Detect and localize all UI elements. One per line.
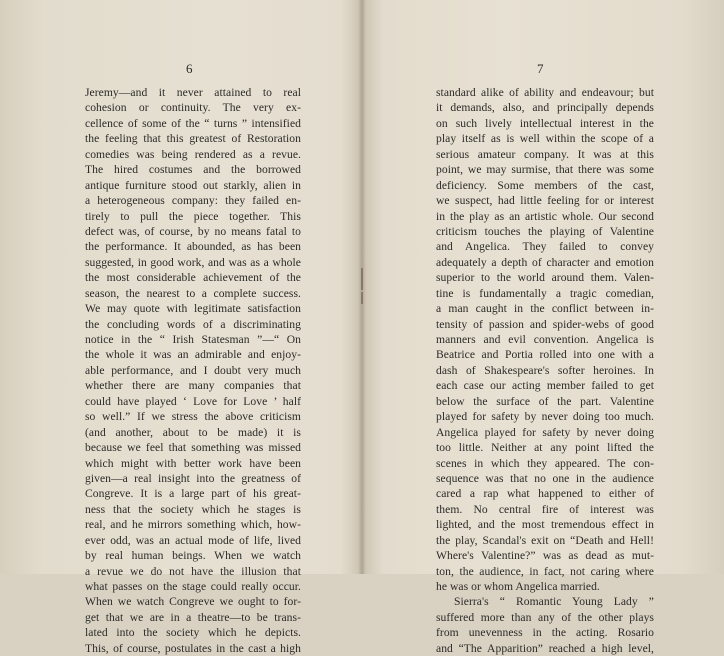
text-line: We may quote with legitimate satisfaction: [85, 302, 301, 316]
text-line: because we feel that something was missed: [85, 441, 301, 455]
text-line: and “The Apparition” reached a high level,: [436, 641, 654, 655]
text-line: adequately a depth of character and emotion: [436, 255, 654, 269]
right-page: [364, 0, 724, 655]
text-line: he was or whom Angelica married.: [436, 580, 600, 593]
text-line: scenes in which they appeared. The con-: [436, 456, 654, 470]
text-line: cared a rap what happened to either of: [436, 487, 654, 501]
text-line: tirely to pull the piece together. This: [85, 209, 301, 223]
text-line: a man caught in the conflict between in-: [436, 302, 654, 316]
text-line: Where's Valentine?” was as dead as mut-: [436, 549, 654, 563]
text-line: Angelica played for safety by never doing: [436, 425, 654, 439]
text-line: deficiency. Some members of the cast,: [436, 178, 654, 192]
text-line: Congreve. It is a large part of his great-: [85, 487, 301, 501]
text-line: The hired costumes and the borrowed: [85, 163, 301, 177]
text-line: played for safety by never doing too much.: [436, 410, 654, 424]
text-line: dash of Shakespeare's softer heroines. In: [436, 363, 654, 377]
text-line: point, we may surmise, that there was some: [436, 163, 654, 177]
text-line: by real human beings. When we watch: [85, 549, 301, 563]
text-line: able performance, and I doubt very much: [85, 363, 301, 377]
text-line: what passes on the stage could really occur.: [85, 580, 301, 593]
text-line: the whole it was an admirable and enjoy-: [85, 348, 301, 362]
text-line: it demands, also, and principally depends: [436, 101, 654, 115]
page-number: 6: [186, 61, 193, 76]
binding-stitch: [361, 268, 363, 290]
text-line: which might with better work have been: [85, 456, 301, 470]
text-line: tensity of passion and spider-webs of good: [436, 317, 654, 331]
text-line: a revue we do not have the illusion that: [85, 564, 301, 578]
text-line: too little. Neither at any point lifted the: [436, 441, 654, 455]
text-line: cohesion or continuity. The very ex-: [85, 101, 301, 115]
text-line: given—a real insight into the greatness of: [85, 471, 301, 485]
text-line: comedies was being rendered as a revue.: [85, 147, 301, 161]
text-line: whether there are many companies that: [85, 379, 301, 393]
text-line: This, of course, postulates in the cast a high: [85, 641, 301, 655]
text-line: notice in the “ Irish Statesman ”—“ On: [85, 333, 301, 346]
text-line: antique furniture stood out starkly, alien in: [85, 178, 301, 192]
text-line: Beatrice and Portia rolled into one with a: [436, 348, 654, 362]
text-line: so well.” If we stress the above criticism: [85, 410, 301, 424]
text-line: in the play as an artistic whole. Our second: [436, 209, 654, 223]
text-line: the feeling that this greatest of Restoration: [85, 132, 301, 146]
text-line: we suspect, had little feeling for or interest: [436, 194, 654, 208]
text-line: them. No central fire of interest was: [436, 502, 654, 516]
text-line: below the surface of the part. Valentine: [436, 394, 654, 408]
text-line: suggested, in good work, and was as a whole: [85, 255, 301, 269]
text-line: could have played ‘ Love for Love ’ half: [85, 394, 301, 408]
text-line: season, the nearest to a complete success.: [85, 286, 301, 300]
text-line: superior to the world around them. Valen-: [436, 271, 654, 285]
page-number: 7: [537, 61, 544, 76]
text-line: serious amateur company. It was at this: [436, 147, 654, 161]
text-line: the most considerable achievement of the: [85, 271, 301, 285]
left-page: [0, 0, 360, 655]
text-line: from unevenness in the acting. Rosario: [436, 626, 654, 640]
text-line: lated into the society which he depicts.: [85, 626, 301, 640]
text-line: (and another, about to be made) it is: [85, 425, 301, 439]
text-line: ton, the audience, in fact, not caring where: [436, 564, 654, 578]
text-line: real, and he mirrors something which, how-: [85, 518, 301, 532]
text-line: lighted, and the most tremendous effect in: [436, 518, 654, 532]
text-line: Sierra's “ Romantic Young Lady ”: [454, 595, 654, 609]
text-line: the performance. It abounded, as has been: [85, 240, 301, 254]
text-line: the concluding words of a discriminating: [85, 317, 301, 331]
page-text: [436, 85, 654, 656]
page-text: [85, 85, 301, 656]
text-line: When we watch Congreve we ought to for-: [85, 595, 301, 609]
text-line: Jeremy—and it never attained to real: [85, 86, 301, 99]
text-line: on such lively intellectual interest in the: [436, 116, 654, 130]
text-line: each case our acting member failed to get: [436, 379, 654, 393]
binding-stitch: [361, 292, 363, 304]
text-line: defect was, of course, by no means fatal to: [85, 224, 301, 238]
text-line: suffered more than any of the other plays: [436, 610, 654, 624]
text-line: criticism touches the playing of Valentine: [436, 224, 654, 238]
text-line: tine is fundamentally a tragic comedian,: [436, 286, 654, 300]
text-line: ness that the society which he stages is: [85, 502, 301, 516]
text-line: get that we are in a theatre—to be trans-: [85, 610, 301, 624]
text-line: and Angelica. They failed to convey: [436, 240, 654, 254]
text-line: a heterogeneous company: they failed en-: [85, 194, 301, 208]
text-line: play itself as is well within the scope of a: [436, 132, 654, 146]
text-line: cellence of some of the “ turns ” intensified: [85, 116, 301, 130]
text-line: standard alike of ability and endeavour; but: [436, 86, 654, 99]
text-line: manners and evil convention. Angelica is: [436, 333, 654, 346]
text-line: sequence was that no one in the audience: [436, 471, 654, 485]
text-line: the play, Scandal's exit on “Death and Hell!: [436, 533, 654, 547]
text-line: ever odd, was an actual mode of life, lived: [85, 533, 301, 547]
